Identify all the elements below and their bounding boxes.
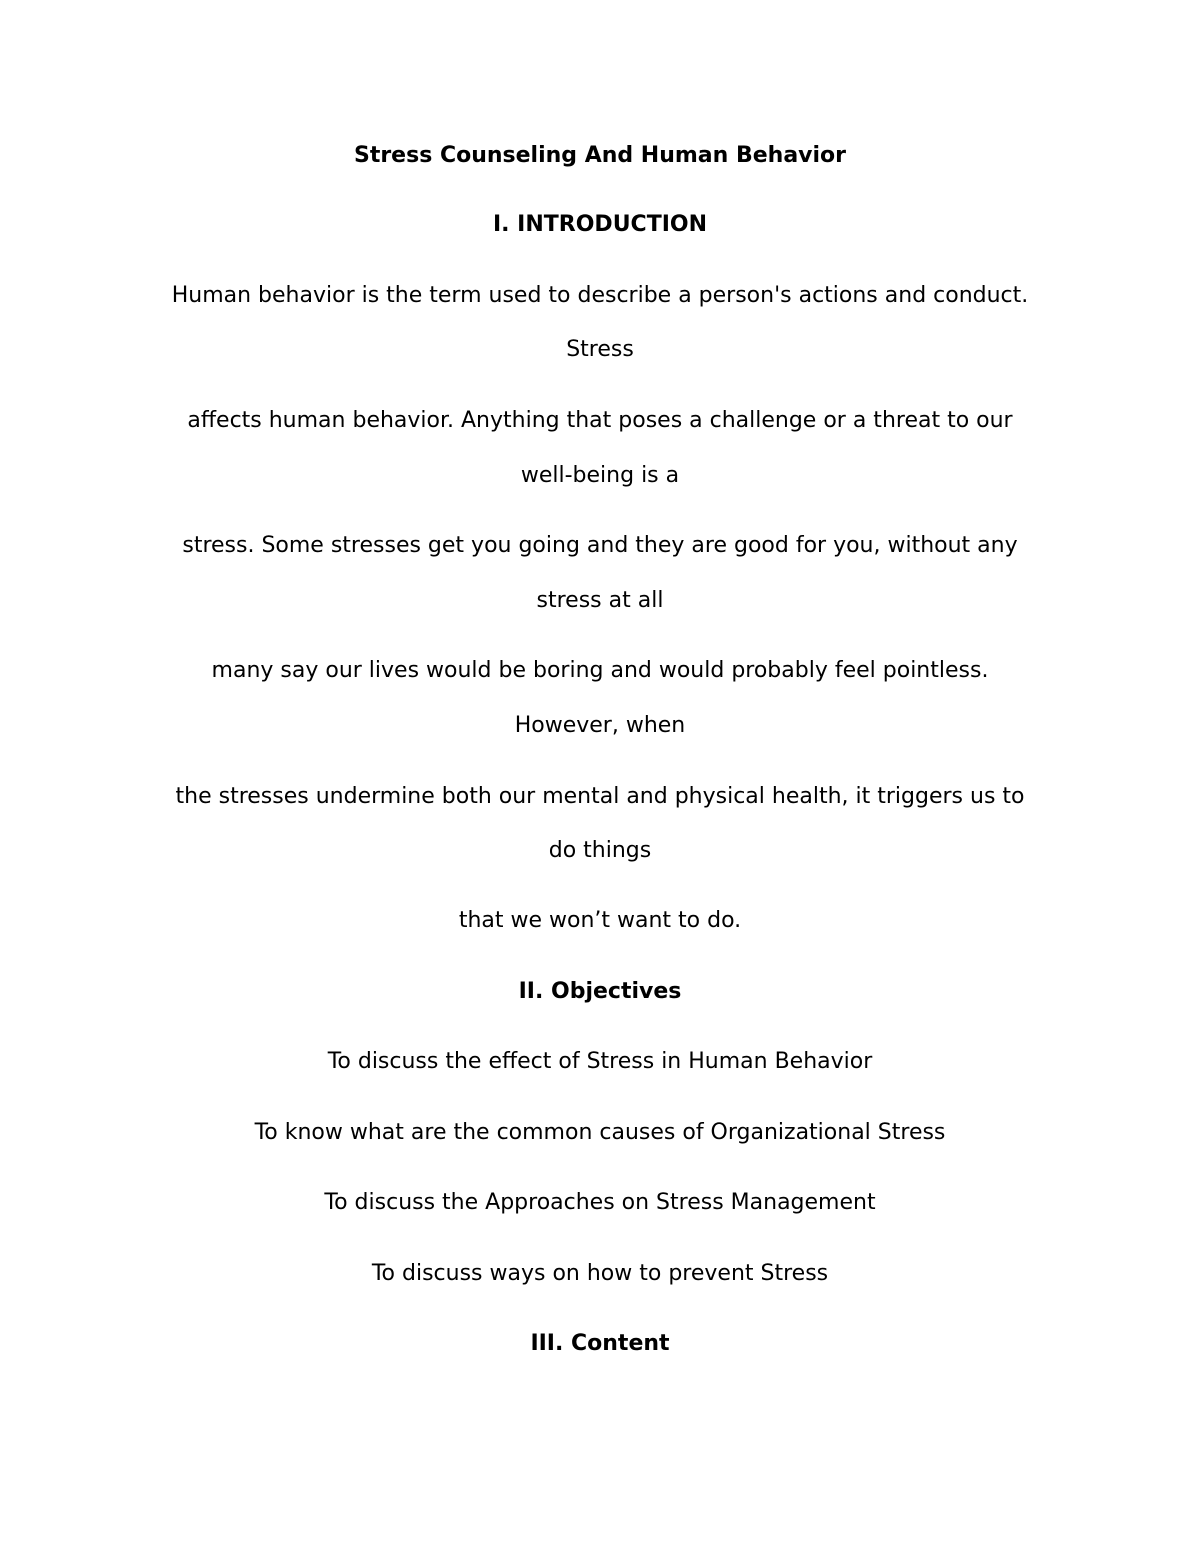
paragraph-line: Stress [566, 337, 634, 362]
objective-line: To know what are the common causes of Organizational Stress [254, 1120, 946, 1145]
paragraph-line: Human behavior is the term used to describe a person's actions and conduct. [171, 283, 1029, 308]
objective-line: To discuss the Approaches on Stress Management [324, 1190, 876, 1215]
objective-line: To discuss ways on how to prevent Stress [371, 1261, 829, 1286]
paragraph-line: many say our lives would be boring and would probably feel pointless. [211, 658, 989, 683]
section-heading-content: III. Content [530, 1331, 670, 1356]
section-heading-introduction: I. INTRODUCTION [492, 212, 708, 237]
paragraph-line: affects human behavior. Anything that poses a challenge or a threat to our [187, 408, 1013, 433]
paragraph-line: the stresses undermine both our mental and physical health, it triggers us to [175, 784, 1025, 809]
paragraph-line: stress. Some stresses get you going and they are good for you, without any [182, 533, 1018, 558]
paragraph-line: do things [548, 838, 652, 863]
paragraph-line: However, when [514, 713, 686, 738]
paragraph-line: that we won’t want to do. [458, 908, 742, 933]
section-heading-objectives: II. Objectives [518, 979, 682, 1004]
objective-line: To discuss the effect of Stress in Human Behavior [327, 1049, 873, 1074]
document-title: Stress Counseling And Human Behavior [353, 143, 847, 168]
paragraph-line: stress at all [536, 588, 664, 613]
paragraph-line: well-being is a [520, 463, 680, 488]
